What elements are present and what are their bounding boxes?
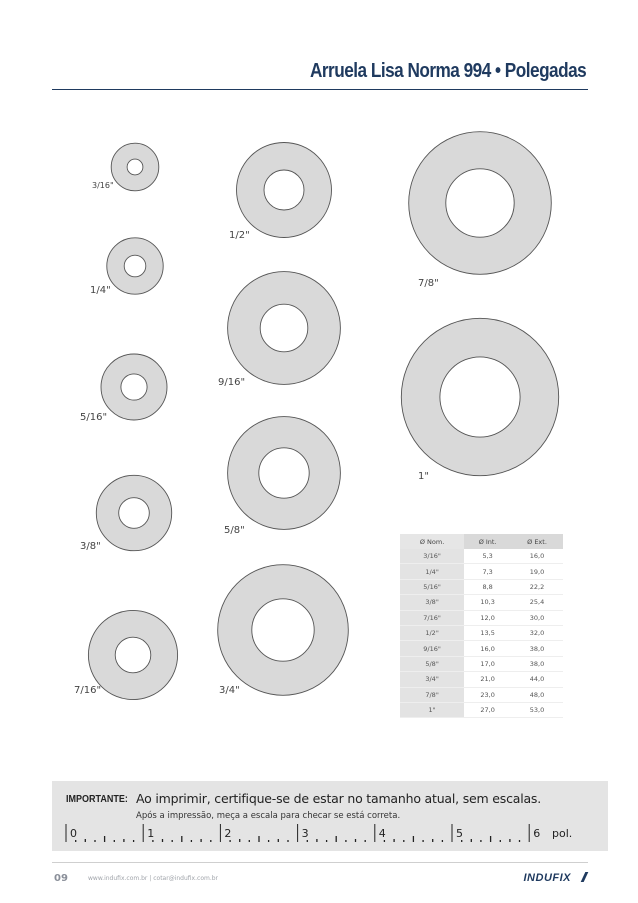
cell-nominal: 7/8" <box>400 687 464 702</box>
cell-outer: 53,0 <box>511 702 563 717</box>
washer-label: 1/2" <box>229 230 250 241</box>
cell-inner: 16,0 <box>464 641 511 656</box>
cell-outer: 38,0 <box>511 641 563 656</box>
washer-label: 7/16" <box>74 685 102 696</box>
ruler-number: 3 <box>301 827 309 840</box>
washer-label: 7/8" <box>418 278 439 289</box>
washer-label: 3/16" <box>92 181 114 190</box>
washer-label: 5/8" <box>224 525 245 536</box>
important-label: IMPORTANTE: <box>66 794 128 805</box>
cell-inner: 21,0 <box>464 672 511 687</box>
ruler-unit: pol. <box>552 827 573 840</box>
washer-label: 3/8" <box>80 541 101 552</box>
cell-outer: 48,0 <box>511 687 563 702</box>
cell-nominal: 1/2" <box>400 625 464 640</box>
cell-outer: 38,0 <box>511 656 563 671</box>
cell-outer: 25,4 <box>511 595 563 610</box>
cell-outer: 19,0 <box>511 564 563 579</box>
cell-nominal: 3/4" <box>400 672 464 687</box>
ruler-number: 1 <box>147 827 155 840</box>
indufix-logo <box>524 872 587 884</box>
page-number: 09 <box>54 873 68 884</box>
ruler-number: 4 <box>378 827 386 840</box>
cell-inner: 13,5 <box>464 625 511 640</box>
cell-nominal: 1" <box>400 702 464 717</box>
cell-inner: 5,3 <box>464 549 511 564</box>
cell-inner: 23,0 <box>464 687 511 702</box>
ruler-number: 0 <box>70 827 77 840</box>
cell-outer: 44,0 <box>511 672 563 687</box>
cell-nominal: 3/8" <box>400 595 464 610</box>
washer-label: 5/16" <box>80 412 108 423</box>
cell-inner: 12,0 <box>464 610 511 625</box>
header-outer: Ø Ext. <box>511 534 563 549</box>
ruler-number: 6 <box>533 827 541 840</box>
washer-label: 1/4" <box>90 285 111 296</box>
cell-nominal: 1/4" <box>400 564 464 579</box>
important-text: Ao imprimir, certifique-se de estar no tamanho atual, sem escalas. <box>136 791 542 806</box>
cell-nominal: 3/16" <box>400 549 464 564</box>
cell-inner: 7,3 <box>464 564 511 579</box>
washer-label: 3/4" <box>219 685 240 696</box>
cell-nominal: 5/8" <box>400 656 464 671</box>
logo-text: INDUFIX <box>523 872 571 884</box>
header-nominal: Ø Nom. <box>400 534 464 549</box>
cell-outer: 22,2 <box>511 579 563 594</box>
cell-nominal: 5/16" <box>400 579 464 594</box>
washer-label: 1" <box>418 471 429 482</box>
footer-divider <box>52 862 588 863</box>
washer-label: 9/16" <box>218 377 246 388</box>
footer-contact: www.indufix.com.br | cotar@indufix.com.br <box>88 875 219 882</box>
cell-nominal: 7/16" <box>400 610 464 625</box>
cell-outer: 16,0 <box>511 549 563 564</box>
ruler-number: 2 <box>224 827 232 840</box>
cell-nominal: 9/16" <box>400 641 464 656</box>
cell-inner: 27,0 <box>464 702 511 717</box>
important-subtext: Após a impressão, meça a escala para checar se está correta. <box>136 811 401 821</box>
page-title: Arruela Lisa Norma 994 • Polegadas <box>309 60 586 82</box>
cell-inner: 10,3 <box>464 595 511 610</box>
cell-inner: 17,0 <box>464 656 511 671</box>
cell-inner: 8,8 <box>464 579 511 594</box>
cell-outer: 30,0 <box>511 610 563 625</box>
cell-outer: 32,0 <box>511 625 563 640</box>
ruler-number: 5 <box>456 827 463 840</box>
header-inner: Ø Int. <box>464 534 511 549</box>
